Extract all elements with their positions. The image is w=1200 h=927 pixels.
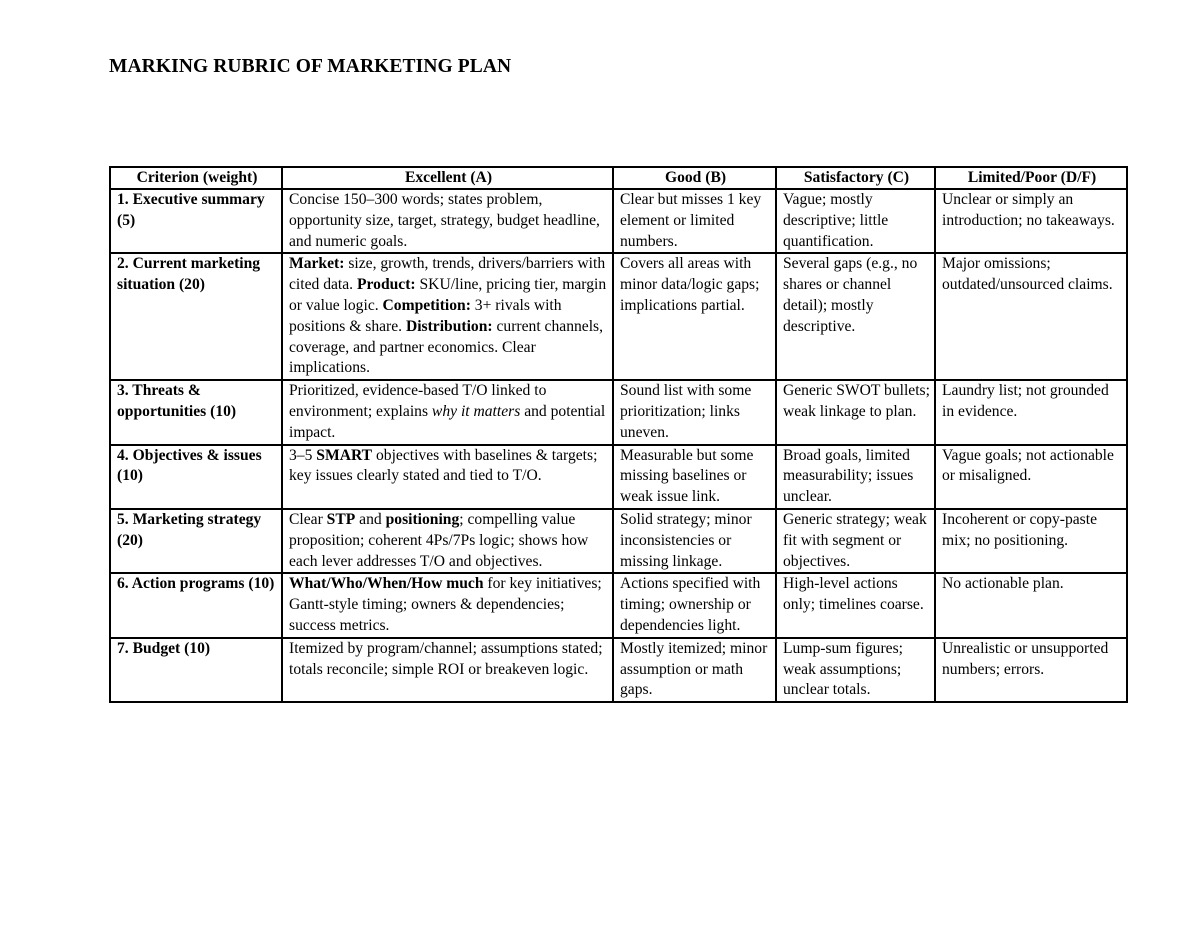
header-satisfactory: Satisfactory (C) [776, 167, 935, 189]
poor-cell: No actionable plan. [935, 573, 1127, 637]
page-title: MARKING RUBRIC OF MARKETING PLAN [109, 56, 512, 77]
good-cell: Mostly itemized; minor assumption or math gaps. [613, 638, 776, 702]
excellent-keyword: Product: [356, 276, 416, 294]
criterion-cell: 7. Budget (10) [110, 638, 282, 702]
satisfactory-cell: Broad goals, limited measurability; issues unclear. [776, 445, 935, 509]
criterion-cell: 6. Action programs (10) [110, 573, 282, 637]
excellent-cell [282, 189, 613, 253]
header-excellent: Excellent (A) [282, 167, 613, 189]
excellent-keyword: Market: [289, 255, 345, 273]
excellent-emphasis: why it matters [431, 402, 521, 420]
rubric-body [110, 189, 1127, 702]
excellent-text: current channels, coverage, and partner economics. Clear implications. [289, 317, 604, 377]
excellent-cell [282, 638, 613, 702]
header-good: Good (B) [613, 167, 776, 189]
excellent-text: Itemized by program/channel; assumptions stated; totals reconcile; simple ROI or breakeven logic. [289, 639, 603, 678]
excellent-text: Clear [289, 510, 327, 528]
excellent-text: and potential impact. [289, 402, 606, 441]
excellent-text: ; compelling value proposition; coherent 4Ps/7Ps logic; shows how each lever addresses T/O and objectives. [289, 510, 589, 570]
excellent-cell [282, 253, 613, 380]
table-row [110, 509, 1127, 573]
good-cell: Solid strategy; minor inconsistencies or missing linkage. [613, 509, 776, 573]
excellent-text: and [355, 510, 386, 528]
table-row [110, 445, 1127, 509]
satisfactory-cell: High-level actions only; timelines coarse. [776, 573, 935, 637]
excellent-text: for key initiatives; Gantt-style timing; owners & dependencies; success metrics. [289, 575, 602, 634]
excellent-text: SKU/line, pricing tier, margin or value logic. [289, 276, 607, 314]
poor-cell: Unrealistic or unsupported numbers; errors. [935, 638, 1127, 702]
poor-cell: Incoherent or copy-paste mix; no positioning. [935, 509, 1127, 573]
satisfactory-cell: Several gaps (e.g., no shares or channel detail); mostly descriptive. [776, 253, 935, 380]
satisfactory-cell: Generic strategy; weak fit with segment or objectives. [776, 509, 935, 573]
header-poor: Limited/Poor (D/F) [935, 167, 1127, 189]
excellent-cell [282, 380, 613, 444]
excellent-text: size, growth, trends, drivers/barriers with cited data. [289, 255, 606, 294]
criterion-cell: 2. Current marketing situation (20) [110, 253, 282, 380]
excellent-cell [282, 509, 613, 573]
header-criterion: Criterion (weight) [110, 167, 282, 189]
table-row [110, 380, 1127, 444]
excellent-cell [282, 573, 613, 637]
good-cell: Sound list with some prioritization; links uneven. [613, 380, 776, 444]
excellent-keyword: SMART [316, 446, 373, 464]
satisfactory-cell: Vague; mostly descriptive; little quantification. [776, 189, 935, 253]
satisfactory-cell: Lump-sum figures; weak assumptions; unclear totals. [776, 638, 935, 702]
good-cell: Actions specified with timing; ownership or dependencies light. [613, 573, 776, 637]
excellent-text: 3+ rivals with positions & share. [289, 296, 562, 335]
excellent-keyword: Competition: [382, 296, 471, 314]
poor-cell: Laundry list; not grounded in evidence. [935, 380, 1127, 444]
criterion-cell: 5. Marketing strategy (20) [110, 509, 282, 573]
excellent-keyword: Distribution: [405, 317, 493, 335]
header-row [110, 167, 1127, 189]
rubric-table [109, 166, 1128, 703]
satisfactory-cell: Generic SWOT bullets; weak linkage to plan. [776, 380, 935, 444]
excellent-text: Concise 150–300 words; states problem, opportunity size, target, strategy, budget headline, and numeric goals. [289, 191, 600, 250]
good-cell: Covers all areas with minor data/logic gaps; implications partial. [613, 253, 776, 380]
poor-cell: Unclear or simply an introduction; no takeaways. [935, 189, 1127, 253]
excellent-keyword: positioning [385, 510, 460, 528]
good-cell: Clear but misses 1 key element or limited numbers. [613, 189, 776, 253]
poor-cell: Major omissions; outdated/unsourced claims. [935, 253, 1127, 380]
excellent-text: Prioritized, evidence-based T/O linked to environment; explains [289, 382, 547, 420]
criterion-cell: 1. Executive summary (5) [110, 189, 282, 253]
poor-cell: Vague goals; not actionable or misaligned. [935, 445, 1127, 509]
excellent-cell [282, 445, 613, 509]
excellent-keyword: What/Who/When/How much [289, 575, 484, 593]
table-row [110, 189, 1127, 253]
table-row [110, 638, 1127, 702]
good-cell: Measurable but some missing baselines or weak issue link. [613, 445, 776, 509]
table-row [110, 573, 1127, 637]
excellent-keyword: STP [326, 510, 356, 528]
excellent-text: 3–5 [289, 446, 317, 464]
table-row [110, 253, 1127, 380]
excellent-text: objectives with baselines & targets; key issues clearly stated and tied to T/O. [289, 446, 598, 485]
criterion-cell: 3. Threats & opportunities (10) [110, 380, 282, 444]
criterion-cell: 4. Objectives & issues (10) [110, 445, 282, 509]
